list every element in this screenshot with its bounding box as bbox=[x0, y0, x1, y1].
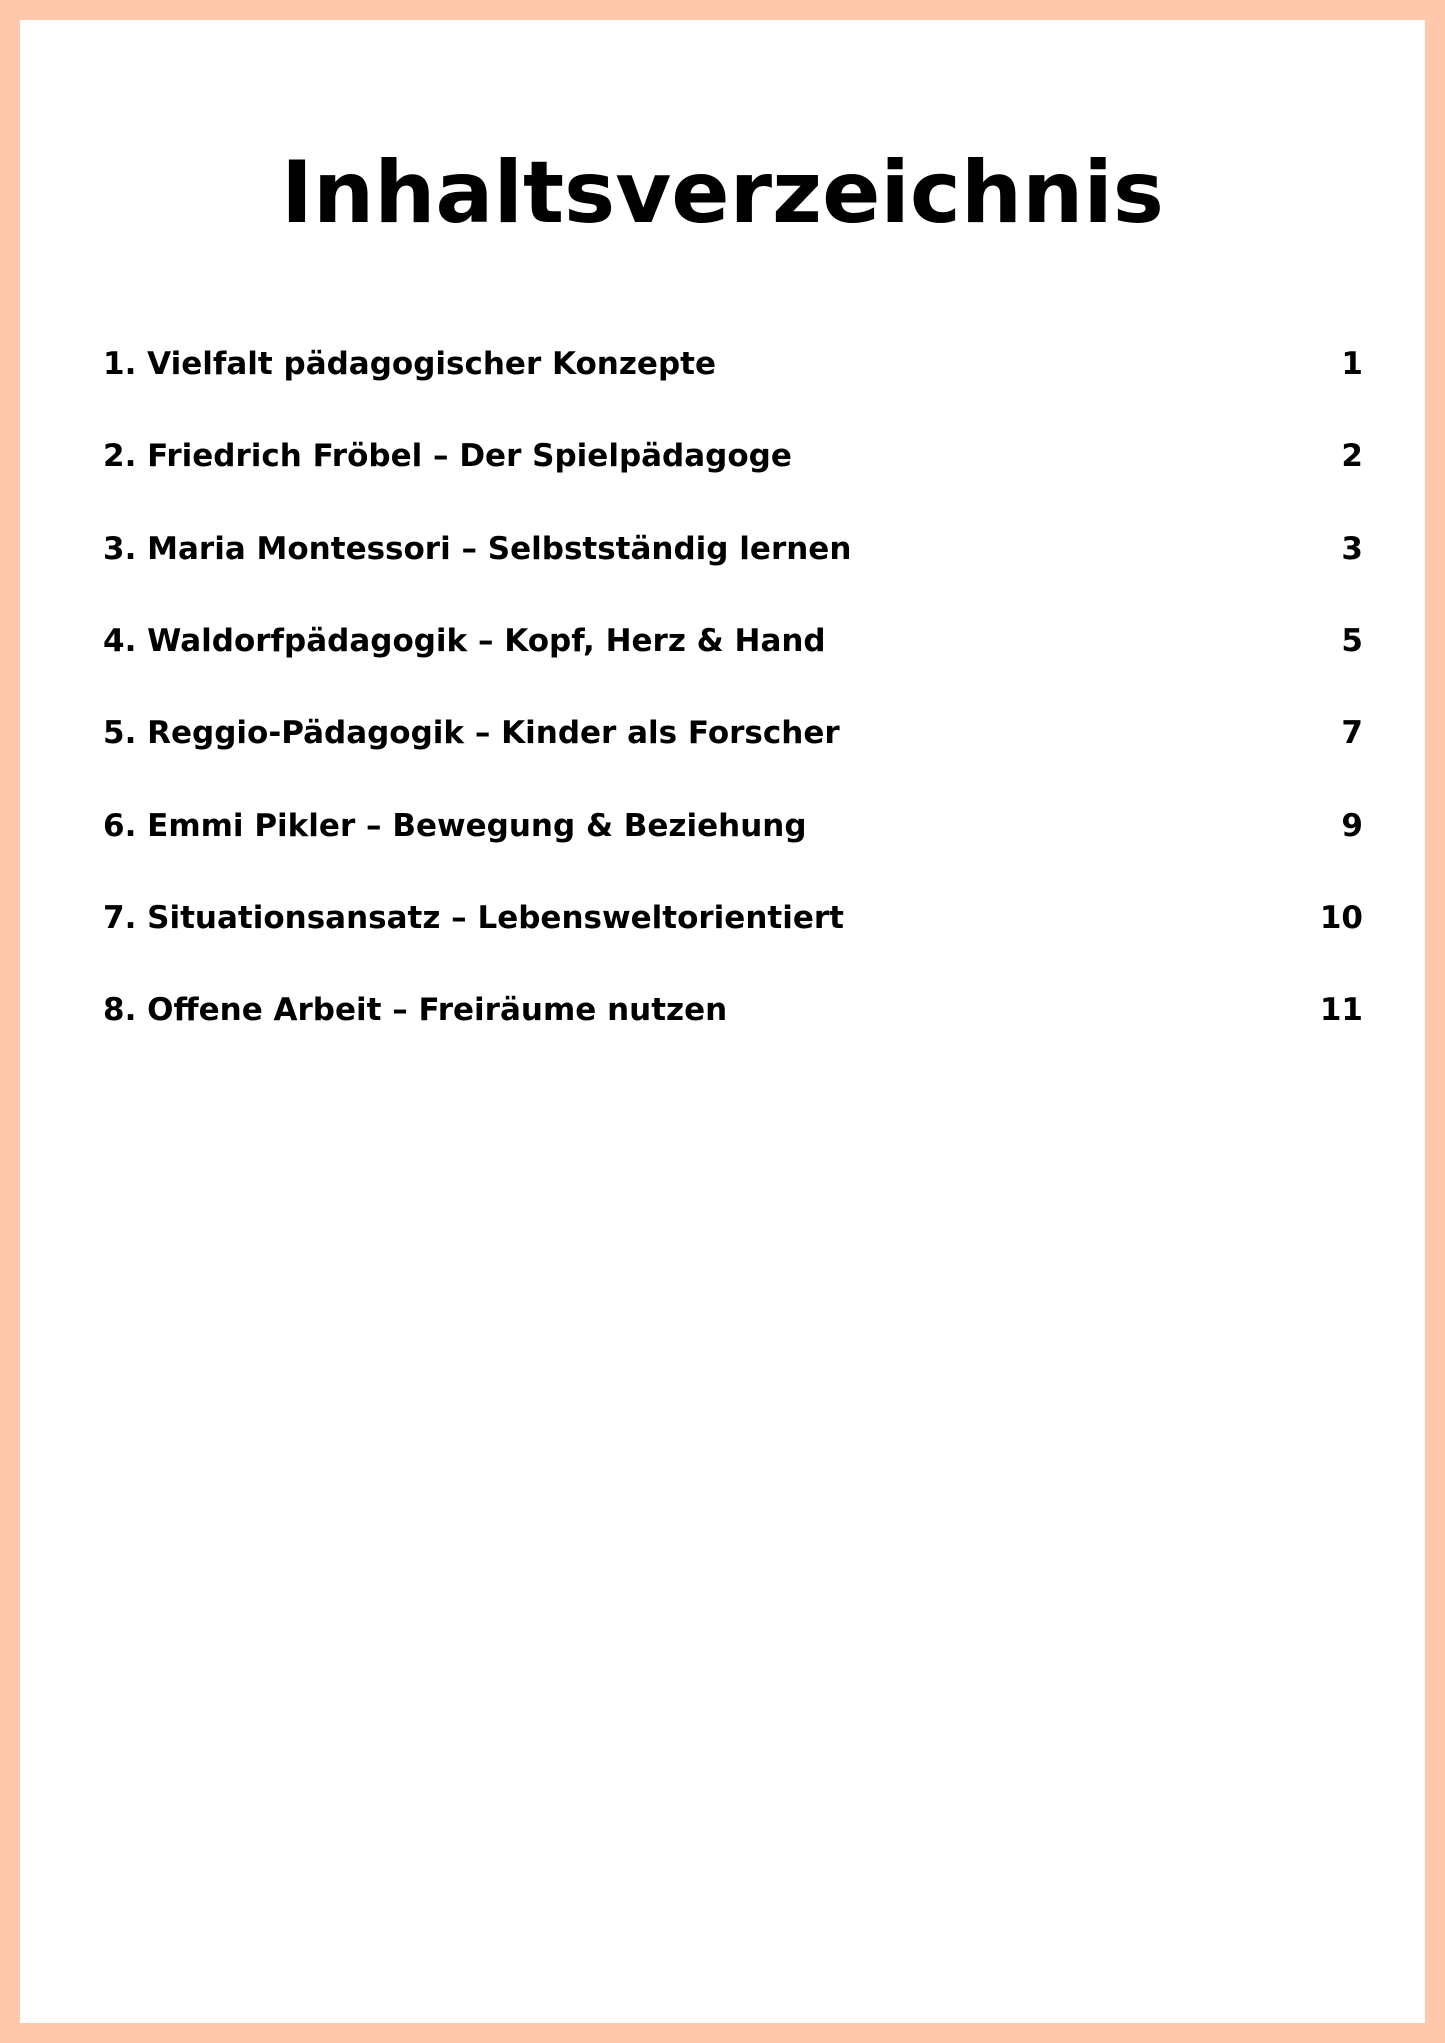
toc-entry-page: 11 bbox=[1319, 992, 1363, 1029]
toc-entry-label: 1. Vielfalt pädagogischer Konzepte bbox=[103, 346, 716, 383]
toc-entry bbox=[103, 779, 1363, 871]
toc-entry-page: 3 bbox=[1341, 530, 1363, 567]
toc-entry-page: 1 bbox=[1341, 346, 1363, 383]
toc-entry bbox=[103, 964, 1363, 1056]
toc-entry bbox=[103, 503, 1363, 595]
toc-entry-page: 10 bbox=[1319, 899, 1363, 936]
toc-entry-page: 7 bbox=[1341, 715, 1363, 752]
toc-entry bbox=[103, 687, 1363, 779]
toc-entry-label: 3. Maria Montessori – Selbstständig lernen bbox=[103, 530, 852, 567]
toc-entry bbox=[103, 410, 1363, 502]
toc-entry bbox=[103, 595, 1363, 687]
toc-entry-label: 6. Emmi Pikler – Bewegung & Beziehung bbox=[103, 807, 807, 844]
toc-entry-label: 8. Offene Arbeit – Freiräume nutzen bbox=[103, 992, 728, 1029]
toc-entry-label: 4. Waldorfpädagogik – Kopf, Herz & Hand bbox=[103, 623, 826, 660]
page-title: Inhaltsverzeichnis bbox=[280, 143, 1164, 243]
table-of-contents bbox=[103, 318, 1363, 1056]
toc-entry-label: 5. Reggio-Pädagogik – Kinder als Forscher bbox=[103, 715, 840, 752]
toc-entry-label: 2. Friedrich Fröbel – Der Spielpädagoge bbox=[103, 438, 792, 475]
toc-entry bbox=[103, 318, 1363, 410]
document-page bbox=[20, 20, 1425, 2023]
toc-entry-label: 7. Situationsansatz – Lebensweltorientiert bbox=[103, 899, 844, 936]
toc-entry-page: 5 bbox=[1341, 623, 1363, 660]
toc-entry-page: 2 bbox=[1341, 438, 1363, 475]
toc-entry bbox=[103, 872, 1363, 964]
toc-entry-page: 9 bbox=[1341, 807, 1363, 844]
